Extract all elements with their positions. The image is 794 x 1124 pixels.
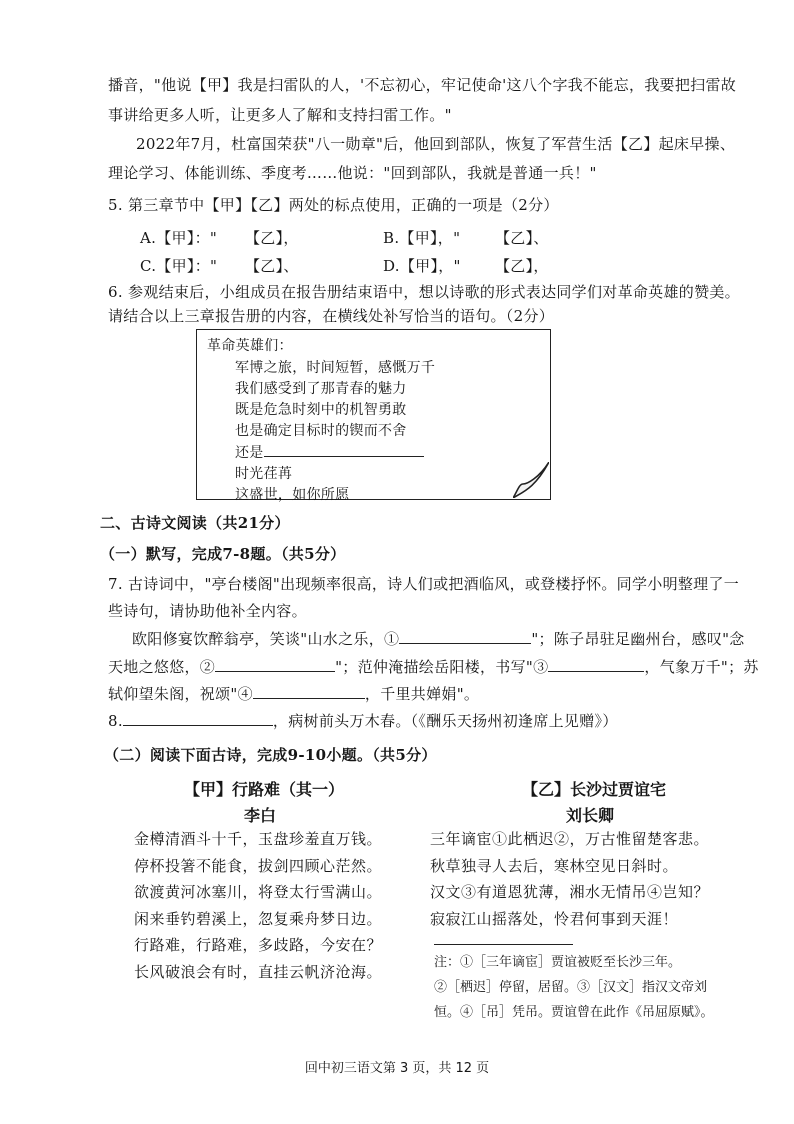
poem-b-notes: [434, 950, 714, 1025]
option-d-first: D.【甲】，": [383, 257, 461, 275]
question-6-line: 6. 参观结束后，小组成员在报告册结束语中，想以诗歌的形式表达同学们对革命英雄的赞美。: [108, 283, 740, 301]
card-heading: 革命英雄们：: [207, 338, 293, 354]
note-line: 注：①［三年谪宦］贾谊被贬至长沙三年。: [434, 955, 682, 970]
card-line: 时光荏苒: [235, 466, 293, 482]
answer-blank-2[interactable]: [215, 656, 335, 672]
card-blank-line: [235, 441, 424, 464]
poem-a-body: [134, 826, 382, 985]
poem-a-author: 李白: [244, 806, 277, 825]
fill-text: ，病树前头万木春。（《酬乐天扬州初逢席上见赠》）: [272, 712, 618, 730]
answer-blank-3[interactable]: [548, 656, 644, 672]
poem-line: 寂寂江山摇落处，怜君何事到天涯！: [430, 909, 679, 928]
poem-line: 长风破浪会有时，直挂云帆济沧海。: [134, 962, 383, 981]
question-7-fill-line: [108, 656, 759, 678]
option-c-second: 【乙】、: [245, 257, 299, 275]
note-line: ②［栖迟］停留，居留。③［汉文］指汉文帝刘: [434, 980, 708, 995]
page-footer: 回中初三语文第 3 页，共 12 页: [304, 1061, 490, 1076]
page-curl-icon: [513, 462, 549, 498]
poem-a-title: 【甲】行路难（其一）: [184, 780, 345, 799]
option-c-first: C.【甲】：": [140, 257, 218, 275]
poem-line: 汉文③有道恩犹薄，湘水无情吊④岂知？: [430, 883, 710, 901]
poem-b-author: 刘长卿: [566, 806, 615, 825]
poem-b-title: 【乙】长沙过贾谊宅: [522, 780, 667, 799]
answer-blank[interactable]: [264, 441, 424, 457]
question-7-fill-line: [108, 683, 479, 705]
poem-line: 闲来垂钓碧溪上，忽复乘舟梦日边。: [134, 909, 383, 928]
fill-text: "；陈子昂驻足幽州台，感叹"念: [531, 630, 745, 648]
question-5-stem: 5. 第三章节中【甲】【乙】两处的标点使用，正确的一项是（2分）: [108, 196, 559, 214]
poem-line: 秋草独寻人去后，寒林空见日斜时。: [430, 856, 679, 875]
option-a-first: A.【甲】：": [140, 229, 218, 247]
poem-line: 金樽清酒斗十千，玉盘珍羞直万钱。: [134, 830, 383, 848]
answer-blank-4[interactable]: [253, 683, 365, 699]
question-6-line: 请结合以上三章报告册的内容，在横线处补写恰当的语句。（2分）: [108, 307, 555, 325]
fill-text: 欧阳修宴饮醉翁亭，笑谈"山水之乐，①: [132, 630, 400, 648]
subsection-title: （二）阅读下面古诗，完成9-10小题。（共5分）: [104, 746, 437, 764]
answer-blank-8[interactable]: [123, 710, 273, 726]
text-line: 播音，"他说【甲】我是扫雷队的人，'不忘初心，牢记使命'这八个字我不能忘，我要把扫雷故: [108, 76, 737, 94]
poem-line: 停杯投箸不能食，拔剑四顾心茫然。: [134, 856, 383, 875]
poem-line: 行路难，行路难，多歧路，今安在？: [134, 936, 383, 954]
fill-text: ，千里共婵娟"。: [364, 685, 480, 703]
card-line: 既是危急时刻中的机智勇敢: [235, 402, 407, 418]
card-blank-prefix: 还是: [235, 445, 264, 461]
notes-divider: [434, 944, 573, 945]
poem-b-body: [430, 826, 709, 932]
section-title: 二、古诗文阅读（共21分）: [100, 514, 290, 532]
fill-text: "；范仲淹描绘岳阳楼，书写"③: [335, 658, 549, 676]
text-line: 事讲给更多人听，让更多人了解和支持扫雷工作。": [108, 106, 452, 124]
card-line: 也是确定目标时的锲而不舍: [235, 423, 407, 439]
fill-text: 轼仰望朱阁，祝颂"④: [108, 685, 253, 703]
text-line: 理论学习、体能训练、季度考……他说："回到部队，我就是普通一兵！": [108, 164, 597, 182]
subsection-title: （一）默写，完成7-8题。（共5分）: [100, 545, 346, 563]
answer-blank-1[interactable]: [399, 628, 531, 644]
question-7-fill-line: [132, 628, 745, 650]
question-7-line: 些诗句，请协助他补全内容。: [108, 602, 307, 620]
card-line: 我们感受到了那青春的魅力: [235, 381, 407, 397]
question-7-line: 7. 古诗词中，"亭台楼阁"出现频率很高，诗人们或把酒临风，或登楼抒怀。同学小明整理了一: [108, 575, 740, 593]
option-b-second: 【乙】、: [495, 229, 549, 247]
option-a-second: 【乙】，: [245, 229, 299, 247]
fill-text: ，气象万千"；苏: [644, 658, 759, 676]
note-line: 恒。④［吊］凭吊。贾谊曾在此作《吊屈原赋》。: [434, 1005, 714, 1020]
option-d-second: 【乙】，: [495, 257, 549, 275]
question-8-number: 8.: [108, 712, 123, 730]
card-line: 这盛世，如你所愿: [235, 487, 350, 503]
card-line: 军博之旅，时间短暂，感慨万千: [235, 360, 436, 376]
poem-line: 三年谪宦①此栖迟②，万古惟留楚客悲。: [430, 830, 710, 848]
text-line: 2022年7月，杜富国荣获"八一勋章"后，他回到部队，恢复了军营生活【乙】起床早操、: [136, 135, 736, 153]
fill-text: 天地之悠悠，②: [108, 658, 216, 676]
question-8-line: [108, 710, 618, 732]
poem-card: [196, 329, 551, 503]
option-b-first: B.【甲】，": [383, 229, 461, 247]
poem-line: 欲渡黄河冰塞川，将登太行雪满山。: [134, 883, 383, 901]
